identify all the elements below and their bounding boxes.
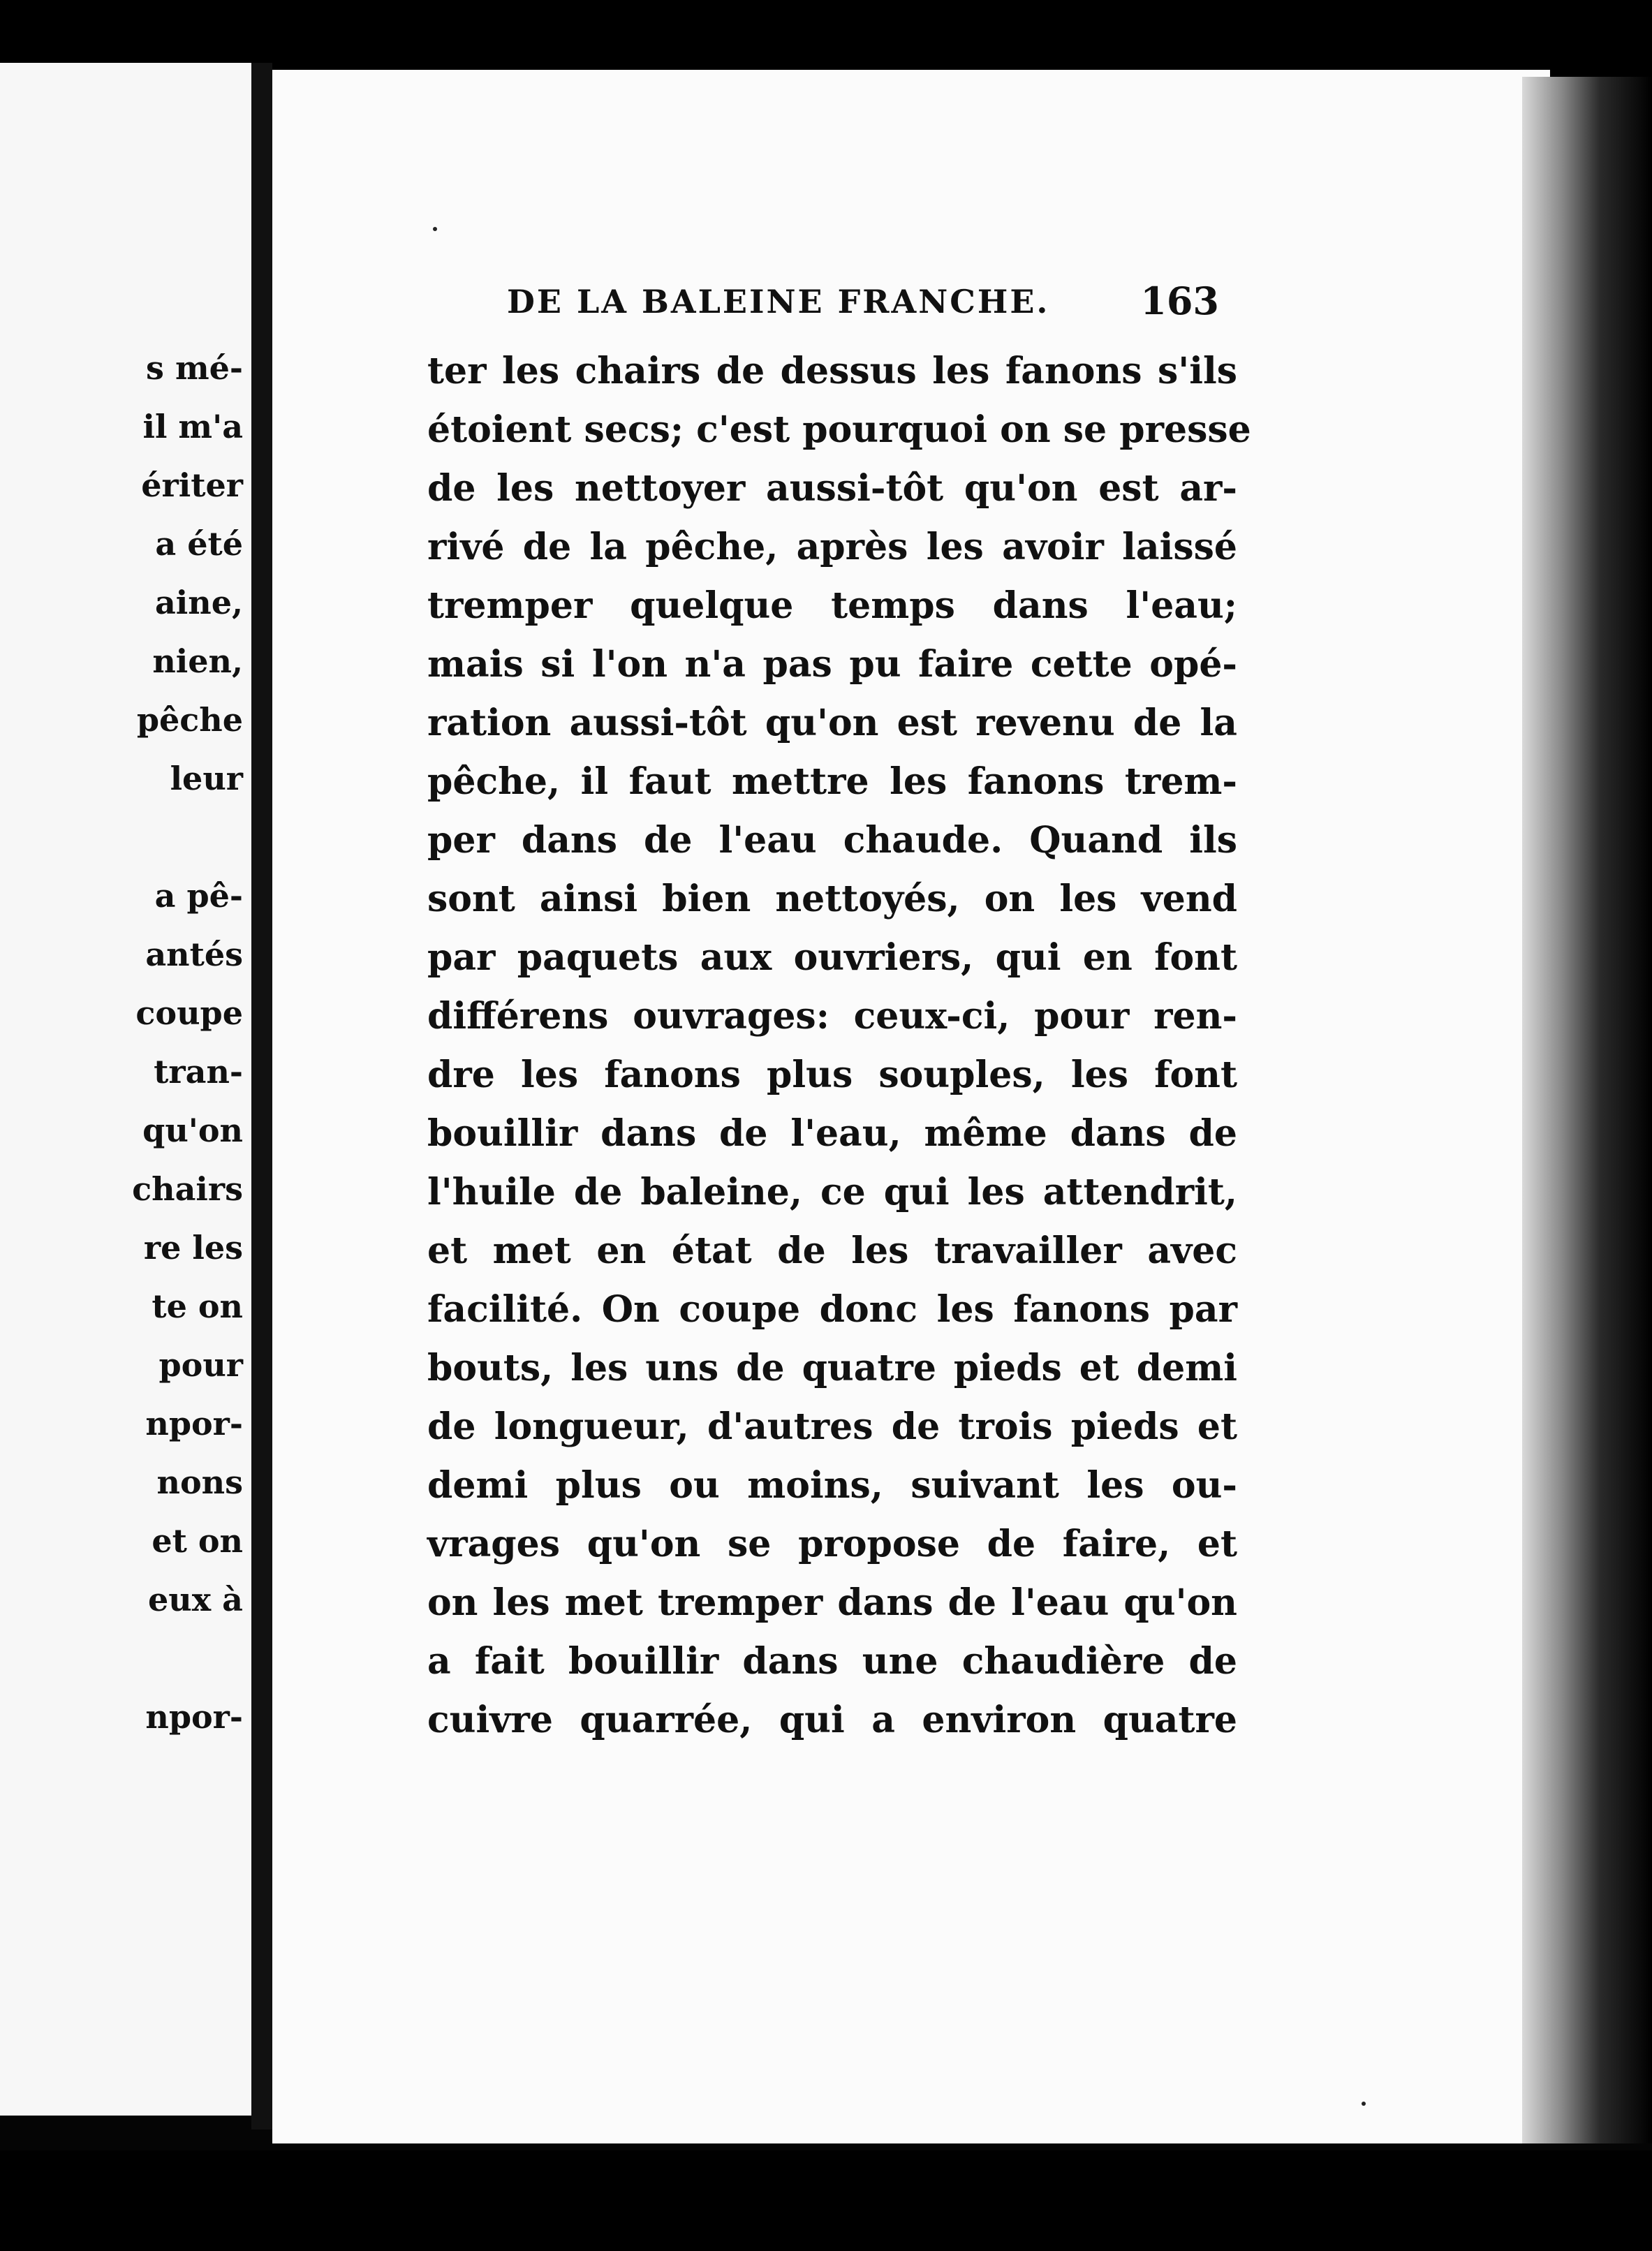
running-head-title: DE LA BALEINE FRANCHE. — [507, 283, 1050, 320]
body-text-line: de les nettoyer aussi-tôt qu'on est ar- — [427, 467, 1237, 510]
left-page — [0, 63, 251, 2116]
body-text-line: et met en état de les travailler avec — [427, 1230, 1237, 1272]
scan-border-bottom — [0, 2150, 1652, 2251]
left-page-line: eux à — [148, 1581, 243, 1618]
left-page-line: antés — [145, 936, 243, 973]
left-page-line: aine, — [154, 584, 243, 621]
ink-speck — [433, 227, 437, 231]
body-text-line: vrages qu'on se propose de faire, et — [427, 1523, 1237, 1565]
left-page-line: chairs — [132, 1170, 243, 1208]
body-text-line: facilité. On coupe donc les fanons par — [427, 1288, 1237, 1331]
body-text-line: bouillir dans de l'eau, même dans de — [427, 1112, 1237, 1155]
page-number: 163 — [1140, 279, 1219, 323]
left-page-line: et on — [152, 1522, 243, 1560]
body-text-line: a fait bouillir dans une chaudière de — [427, 1640, 1237, 1683]
ink-speck — [1362, 2102, 1366, 2106]
body-text-line: l'huile de baleine, ce qui les attendrit, — [427, 1171, 1237, 1213]
body-text-line: sont ainsi bien nettoyés, on les vend — [427, 878, 1237, 920]
body-text-line: bouts, les uns de quatre pieds et demi — [427, 1347, 1237, 1389]
body-text-line: ter les chairs de dessus les fanons s'ils — [427, 350, 1237, 392]
body-text-line: cuivre quarrée, qui a environ quatre — [427, 1699, 1237, 1741]
running-head — [507, 279, 1219, 323]
left-page-line: qu'on — [142, 1112, 243, 1149]
body-text-line: demi plus ou moins, suivant les ou- — [427, 1464, 1237, 1507]
left-page-line: coupe — [135, 994, 243, 1032]
body-text-line: par paquets aux ouvriers, qui en font — [427, 936, 1237, 979]
left-page-line: nons — [156, 1463, 243, 1501]
body-text-line: rivé de la pêche, après les avoir laissé — [427, 526, 1237, 568]
body-text-line: per dans de l'eau chaude. Quand ils — [427, 819, 1237, 862]
left-page-line: a été — [155, 525, 243, 563]
left-page-line: npor- — [145, 1405, 243, 1442]
body-text-line: pêche, il faut mettre les fanons trem- — [427, 760, 1237, 803]
body-text-line: on les met tremper dans de l'eau qu'on — [427, 1581, 1237, 1624]
page-edge-shadow — [1522, 77, 1652, 2143]
body-text-line: de longueur, d'autres de trois pieds et — [427, 1405, 1237, 1448]
body-text-line: différens ouvrages: ceux-ci, pour ren- — [427, 995, 1237, 1038]
left-page-line: pêche — [136, 701, 243, 739]
body-text-line: ration aussi-tôt qu'on est revenu de la — [427, 702, 1237, 744]
left-page-line: pour — [158, 1346, 243, 1384]
left-page-line: s mé- — [146, 349, 243, 387]
left-page-line: nien, — [152, 642, 243, 680]
left-page-line: a pê- — [154, 877, 243, 915]
left-page-line: te on — [152, 1287, 243, 1325]
body-text-line: tremper quelque temps dans l'eau; — [427, 584, 1237, 627]
left-page-line: npor- — [145, 1698, 243, 1736]
body-text — [427, 342, 1251, 1750]
body-text-line: mais si l'on n'a pas pu faire cette opé- — [427, 643, 1237, 686]
left-page-line: tran- — [154, 1053, 243, 1091]
body-text-line: dre les fanons plus souples, les font — [427, 1054, 1237, 1096]
left-page-line: re les — [143, 1229, 243, 1267]
book-gutter — [251, 63, 272, 2130]
body-text-line: étoient secs; c'est pourquoi on se presse — [427, 408, 1251, 451]
left-page-line: leur — [170, 760, 243, 797]
left-page-line: il m'a — [142, 408, 243, 445]
left-page-line: ériter — [141, 466, 243, 504]
